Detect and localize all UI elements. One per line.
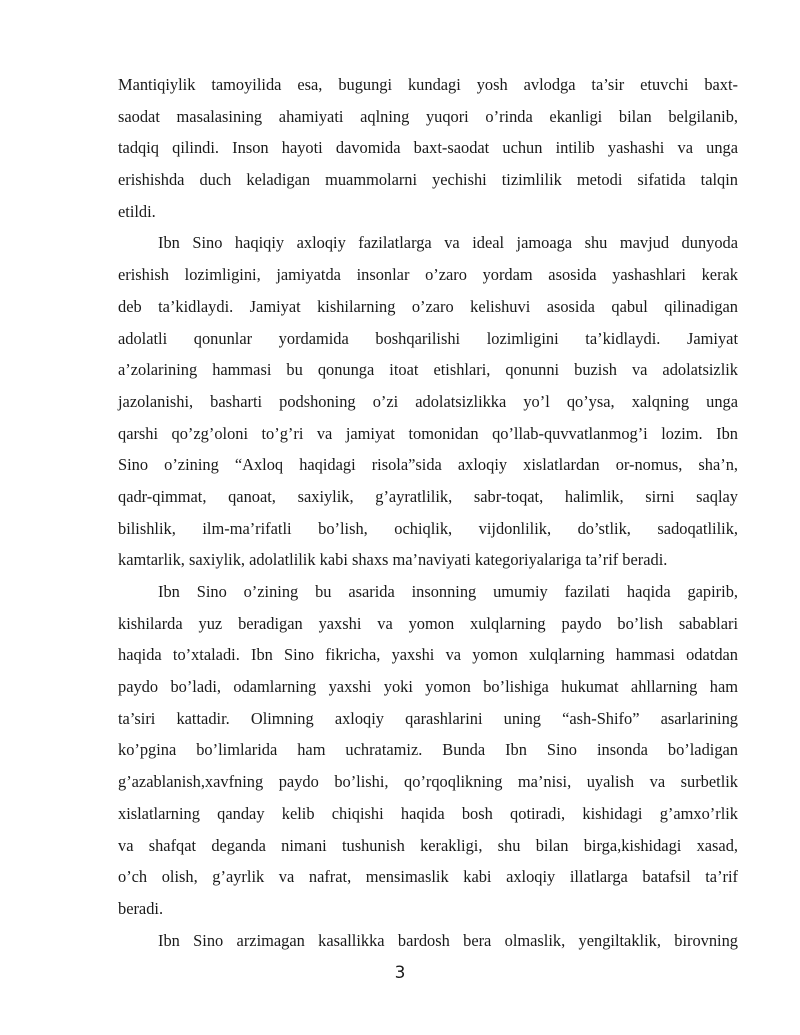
text-line: Sino o’zining “Axloq haqidagi risola”sida axloqiy xislatlardan or-nomus, sha’n, <box>118 455 738 475</box>
text-line: erishish lozimligini, jamiyatda insonlar o’zaro yordam asosida yashashlari kerak <box>118 265 738 285</box>
text-line: va shafqat deganda nimani tushunish kerakligi, shu bilan birga,kishidagi xasad, <box>118 835 738 855</box>
text-line: ta’siri kattadir. Olimning axloqiy qarashlarini uning “ash-Shifo” asarlarining <box>118 708 738 728</box>
page-number: 3 <box>394 963 406 983</box>
paragraph-start-line: Ibn Sino o’zining bu asarida insonning umumiy fazilati haqida gapirib, <box>158 582 738 601</box>
text-line: xislatlarning qanday kelib chiqishi haqida bosh qotiradi, kishidagi g’amxo’rlik <box>118 803 738 823</box>
paragraph-start-line: Ibn Sino haqiqiy axloqiy fazilatlarga va ideal jamoaga shu mavjud dunyoda <box>158 233 738 253</box>
text-line: paydo bo’ladi, odamlarning yaxshi yoki yomon bo’lishiga hukumat ahllarning ham <box>118 677 738 697</box>
text-line: saodat masalasining ahamiyati aqlning yuqori o’rinda ekanligi bilan belgilanib, <box>118 106 738 126</box>
text-line: erishishda duch keladigan muammolarni yechishi tizimlilik metodi sifatida talqin <box>118 170 738 190</box>
text-line: ko’pgina bo’limlarida ham uchratamiz. Bunda Ibn Sino insonda bo’ladigan <box>118 740 738 760</box>
body-text <box>118 69 738 956</box>
text-line: a’zolarining hammasi bu qonunga itoat etishlari, qonunni buzish va adolatsizlik <box>118 360 738 380</box>
text-line: qadr-qimmat, qanoat, saxiylik, g’ayratlilik, sabr-toqat, halimlik, sirni saqlay <box>118 486 738 506</box>
text-line: kishilarda yuz beradigan yaxshi va yomon xulqlarning paydo bo’lish sabablari <box>118 613 738 633</box>
text-line: tadqiq qilindi. Inson hayoti davomida baxt-saodat uchun intilib yashashi va unga <box>118 138 738 158</box>
text-line: g’azablanish,xavfning paydo bo’lishi, qo’rqoqlikning ma’nisi, uyalish va surbetlik <box>118 772 738 792</box>
text-line: qarshi qo’zg’oloni to’g’ri va jamiyat tomonidan qo’llab-quvvatlanmog’i lozim. Ibn <box>118 423 738 443</box>
text-line: o’ch olish, g’ayrlik va nafrat, mensimaslik kabi axloqiy illatlarga batafsil ta’rif <box>118 867 738 887</box>
text-line: etildi. <box>118 201 156 221</box>
paragraph-start-line: Ibn Sino arzimagan kasallikka bardosh bera olmaslik, yengiltaklik, birovning <box>158 930 738 950</box>
text-line: beradi. <box>118 898 164 918</box>
text-line: adolatli qonunlar yordamida boshqarilishi lozimligini ta’kidlaydi. Jamiyat <box>118 328 738 348</box>
text-line: haqida to’xtaladi. Ibn Sino fikricha, yaxshi va yomon xulqlarning hammasi odatdan <box>118 645 738 665</box>
text-line: deb ta’kidlaydi. Jamiyat kishilarning o’zaro kelishuvi asosida qabul qilinadigan <box>118 296 738 316</box>
text-line: bilishlik, ilm-ma’rifatli bo’lish, ochiqlik, vijdonlilik, do’stlik, sadoqatlilik, <box>118 518 738 538</box>
text-line: kamtarlik, saxiylik, adolatlilik kabi shaxs ma’naviyati kategoriyalariga ta’rif beradi. <box>118 550 668 570</box>
text-line: jazolanishi, basharti podshoning o’zi adolatsizlikka yo’l qo’ysa, xalqning unga <box>118 391 738 411</box>
text-line: Mantiqiylik tamoyilida esa, bugungi kundagi yosh avlodga ta’sir etuvchi baxt- <box>118 75 738 94</box>
